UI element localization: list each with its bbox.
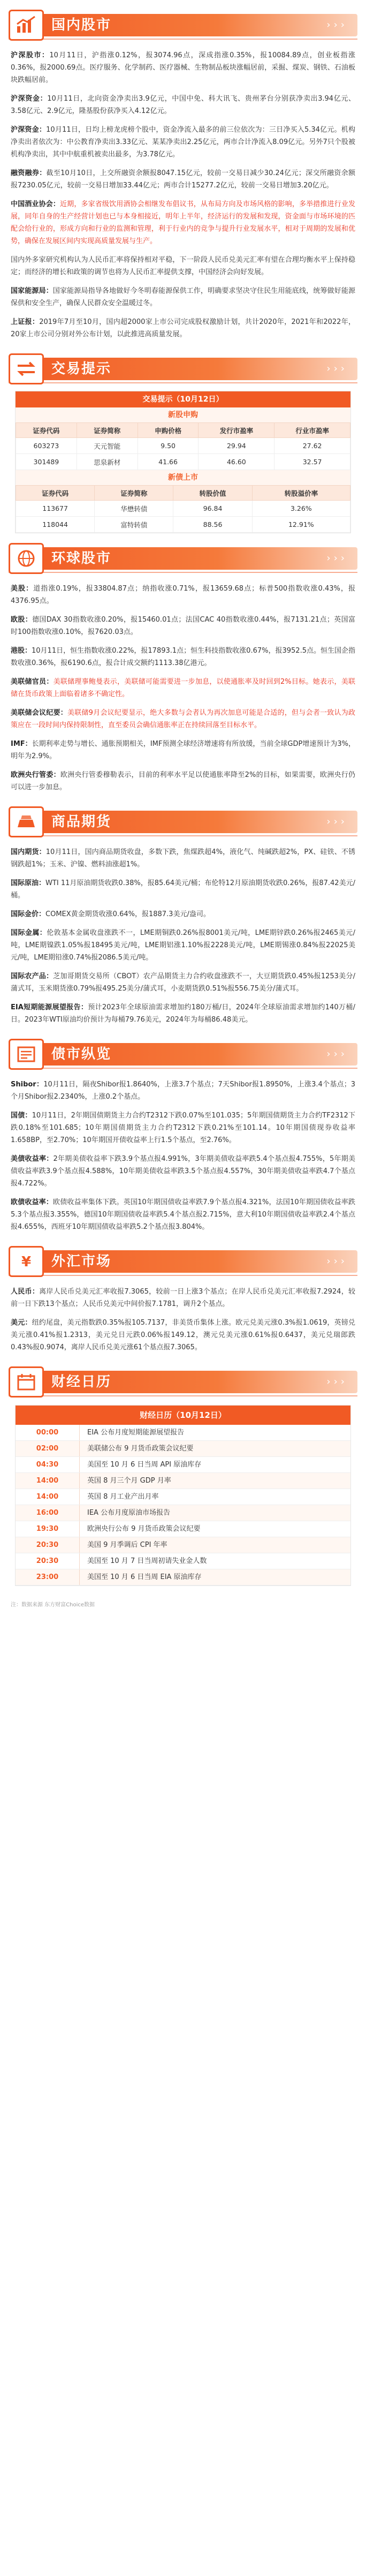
- section-title: 债市纵览: [51, 1046, 112, 1062]
- calendar-row: 14:00 英国 8 月工业产出月率: [16, 1489, 350, 1505]
- paragraph: 欧洲央行管委：欧洲央行管委穆勒表示，目前的利率水平足以使通胀率降至2%的目标，如果需要，欧洲央行仍可以进一步加息。: [11, 771, 355, 791]
- paragraph: 国际金属：伦敦基本金属收盘涨跌不一，LME期铜跌0.26%报8001美元/吨，LME期锌跌0.26%报2465美元/吨，LME期镍跌1.05%报18495美元/吨，LME期铝涨1.10%报2228美元/吨，LME期锡涨0.84%报22025美元/吨，LME期铅涨0.74%报2086.5美元/吨。: [11, 929, 355, 962]
- listing-table: 证券代码 证券简称 转股价值 转股溢价率 113677 华懋转债 96.84 3.26% 118044 富特转债 88.56 12.91%: [16, 485, 350, 533]
- calendar-table: [15, 1405, 351, 1586]
- paragraph: 港股：10月11日，恒生指数收涨0.22%，报17893.1点；恒生科技指数收涨0.67%，报3952.5点。恒生国企指数收涨0.36%，报6190.6点，报合计成交额约1113.38亿港元。: [11, 647, 355, 667]
- calendar-row: 20:30 美国至 10 月 7 日当周初请失业金人数: [16, 1553, 350, 1569]
- paragraph: IMF：长期利率走势与增长、通胀预期相关，IMF预测全球经济增速将有所放缓，当前全球GDP增速预计为3%，明年为2.9%。: [11, 740, 356, 760]
- calendar-icon: [9, 1366, 44, 1397]
- paragraph: 国内外多家研究机构认为人民币汇率将保持相对平稳，下一阶段人民币兑美元汇率有望在合理均衡水平上保持稳定；而经济的增长和政策的调节也将为人民币汇率提供支撑，中国经济会向好发展。: [11, 256, 355, 276]
- calendar-row: 23:00 美国至 10 月 6 日当周 EIA 原油库存: [16, 1569, 350, 1585]
- paragraph: 中国酒业协会：近期，多家省级饮用酒协会相继发布倡议书，从布局方向及市场风格的影响，多举措推进行业发展，同年自身的生产经营计划也已与本身相接近，明年上半年，经济运行的发展和发现，资金面与市场环境的匹配会给行业的，形成方向和行业的监测和管理，利于行业内的竞争与提升行业发展水平，相对于周期的发展和优势，确保在发展区间内实现高质量发展与生产。: [11, 200, 355, 245]
- section-banner-calendar: 财经日历 ›››: [9, 1363, 357, 1402]
- section-title: 环球股市: [51, 550, 112, 566]
- listing-title: 新债上市: [16, 470, 350, 485]
- paragraph: 美联储会议纪要：美联储9月会议纪要显示，绝大多数与会者认为再次加息可能是合适的，但与会者一致认为政策应在一段时间内保持限制性，直至委员会确信通胀率正在持续回落至目标水平。: [11, 709, 355, 729]
- section-title: 外汇市场: [51, 1253, 112, 1270]
- paragraph: 欧债收益率：欧债收益率集体下跌。英国10年期国债收益率跌7.9个基点报4.321%，法国10年期国债收益率跌5.3个基点报3.355%，德国10年期国债收益率跌5.4个基点报2.715%，意大利10年期国债收益率跌2.4个基点报4.655%，西班牙10年期国债收益率跌5.2个基点报3.804%。: [11, 1198, 355, 1231]
- calendar-row: 19:30 欧洲央行公布 9 月货币政策会议纪要: [16, 1521, 350, 1537]
- section-banner-domestic: [9, 6, 357, 45]
- paragraph: 欧股：德国DAX 30指数收涨0.20%，报15460.01点；法国CAC 40指数收涨0.44%，报7131.21点；英国富时100指数收涨0.10%，报7620.03点。: [11, 616, 355, 636]
- table-row: 118044 富特转债 88.56 12.91%: [16, 517, 350, 533]
- calendar-row: 00:00 EIA 公布月度短期能源展望报告: [16, 1425, 350, 1441]
- table-title: 交易提示（10月12日）: [16, 391, 350, 407]
- paragraph: 美元：纽约尾盘，美元指数跌0.35%报105.7137，非美货币集体上涨。欧元兑美元涨0.3%报1.0619，英镑兑美元涨0.41%报1.2313，美元兑日元跌0.06%报149.12，澳元兑美元涨0.61%报0.6437，美元兑瑞郎跌0.43%报0.9074，离岸人民币兑美元涨61个基点报7.3065。: [11, 1319, 355, 1351]
- calendar-row: 16:00 IEA 公布月度原油市场报告: [16, 1505, 350, 1521]
- section-commodities: [0, 842, 366, 1036]
- paragraph: 沪深股市：10月11日，沪指涨0.12%，报3074.96点，深成指涨0.35%，报10084.89点，创业板指涨0.36%，报2000.69点。医疗服务、化学制药、医疗器械、生物制品板块涨幅居前，采掘、煤炭、钢铁、石油板块跌幅居前。: [11, 51, 355, 84]
- gold-bar-icon: [9, 806, 44, 837]
- currency-icon: [9, 1246, 44, 1277]
- section-global: [0, 578, 366, 803]
- paragraph: 国际农产品：芝加哥期货交易所（CBOT）农产品期货主力合约收盘涨跌不一，大豆期货跌0.45%报1253美分/蒲式耳，玉米期货涨0.79%报495.25美分/蒲式耳，小麦期货跌0.51%报556.75美分/蒲式耳。: [11, 972, 355, 993]
- table-row: 603273 天元智能 9.50 29.94 27.62: [16, 438, 350, 454]
- paragraph: 国际原油：WTI 11月原油期货收跌0.38%，报85.64美元/桶；布伦特12月原油期货收跌0.26%，报87.42美元/桶。: [11, 879, 355, 900]
- paragraph: 国家能源局：国家能源局指导各地做好今冬明春能源保供工作，明确要求坚决守住民生用能底线，统筹做好能源保供和安全生产，确保人民群众安全温暖过冬。: [11, 287, 355, 307]
- footer-note: 注：数据来源 东方财富Choice数据: [11, 1602, 95, 1608]
- paragraph: 国债：10月11日，2年期国债期货主力合约T2312下跌0.07%至101.035；5年期国债期货主力合约TF2312下跌0.18%至101.685；10年期国债期货主力合约T2312下跌0.21%至101.14。10年期国债现券收益率1.658BP，至2.70%；10年期国开债收益率上行1.5个基点，至2.76%。: [11, 1112, 355, 1144]
- section-title: 国内股市: [51, 17, 112, 33]
- section-banner-commodities: 商品期货 ›››: [9, 803, 357, 842]
- bond-certificate-icon: [9, 1039, 44, 1070]
- calendar-row: 20:30 美国 9 月季调后 CPI 年率: [16, 1537, 350, 1553]
- paragraph: 国际金价：COMEX黄金期货收涨0.64%，报1887.3美元/盎司。: [11, 910, 210, 918]
- paragraph: 国内期货：10月11日，国内商品期货收盘，多数下跌，焦煤跌超4%，液化气、纯碱跌超2%，PX、硅铁、不锈钢跌超1%；玉米、沪镍、燃料油涨超1%。: [11, 848, 355, 868]
- section-banner-global: 环球股市 ›››: [9, 540, 357, 578]
- section-banner-trade: 交易提示 ›››: [9, 350, 357, 389]
- calendar-row: 02:00 美联储公布 9 月货币政策会议纪要: [16, 1441, 350, 1457]
- section-fx: [0, 1281, 366, 1363]
- table-row: 113677 华懋转债 96.84 3.26%: [16, 501, 350, 517]
- section-title: 商品期货: [51, 814, 112, 830]
- globe-icon: [9, 543, 44, 574]
- calendar-title: 财经日历（10月12日）: [16, 1406, 350, 1425]
- svg-text:¥: ¥: [21, 1254, 32, 1270]
- stock-chart-icon: [9, 10, 44, 41]
- paragraph: 美联储官员：美联储理事鲍曼表示，美联储可能需要进一步加息，以使通胀率及时回到2%目标。她表示，美联储在货币政策上面临着诸多不确定性。: [11, 678, 355, 698]
- banner-decoration: ›››: [326, 19, 348, 31]
- paragraph: 人民币：离岸人民币兑美元汇率收报7.3065，较前一日上涨3个基点；在岸人民币兑美元汇率收报7.2924，较前一日下跌13个基点；人民币兑美元中间价报7.1781，调升2个基点。: [11, 1288, 355, 1308]
- section-domestic: [0, 45, 366, 350]
- trade-table: [15, 391, 351, 533]
- paragraph: 上证报：2019年7月至10月，国内超2000家上市公司完成股权激励计划，共计2020年，2021年和2022年，20家上市公司分别对外公布计划，以此推进高质量发展。: [11, 318, 355, 338]
- section-banner-fx: ¥ 外汇市场 ›››: [9, 1243, 357, 1281]
- section-bonds: [0, 1074, 366, 1243]
- paragraph: Shibor：10月11日，隔夜Shibor报1.8640%，上涨3.7个基点；7天Shibor报1.8950%，上涨3.4个基点；3个月Shibor报2.2340%，上涨0.2个基点。: [11, 1081, 355, 1101]
- paragraph: 沪深资金：10月11日，日均上榜龙虎榜个股中，资金净流入最多的前三位依次为：三日净买入5.34亿元。机构净卖出者依次为：中公教育净卖出3.33亿元、某某净卖出2.25亿元，两市合计净流入8.09亿元。另外7只个股被机构净卖出，其中中航重机被卖出最多，为3.78亿元。: [11, 126, 355, 158]
- exchange-icon: [9, 353, 44, 384]
- paragraph: 融资融券：截至10月10日，上交所融资余额报8047.15亿元，较前一交易日减少30.24亿元；深交所融资余额报7230.05亿元，较前一交易日增加33.44亿元；两市合计15277.2亿元，较前一交易日增加3.20亿元。: [11, 169, 355, 190]
- calendar-row: 14:00 英国 8 月三个月 GDP 月率: [16, 1473, 350, 1489]
- paragraph: EIA短期能源展望报告：预计2023年全球原油需求增加约180万桶/日，2024年全球原油需求增加约140万桶/日。2023年WTI原油均价预计为每桶79.76美元，2024年为每桶86.48美元。: [11, 1003, 355, 1024]
- paragraph: 美股：道指涨0.19%，报33804.87点；纳指收涨0.71%，报13659.68点；标普500指数收涨0.43%，报4376.95点。: [11, 585, 355, 605]
- calendar-row: 04:30 美国至 10 月 6 日当周 API 原油库存: [16, 1457, 350, 1473]
- new-stock-table: 证券代码 证券简称 申购价格 发行市盈率 行业市盈率 603273 天元智能 9.50 29.94 27.62 301489 思泉新材 41.66 46.60 32.57: [16, 422, 350, 470]
- section-title: 交易提示: [51, 361, 112, 377]
- section-title: 财经日历: [51, 1374, 112, 1390]
- new-stock-title: 新股申购: [16, 407, 350, 422]
- table-row: 301489 思泉新材 41.66 46.60 32.57: [16, 454, 350, 470]
- paragraph: 沪深资金：10月11日，北向资金净卖出3.9亿元，中国中免、科大讯飞、贵州茅台分别获净卖出3.94亿元、3.58亿元、2.9亿元，隆基股份获净买入4.12亿元。: [11, 95, 355, 115]
- section-banner-bonds: 债市纵览 ›››: [9, 1036, 357, 1074]
- paragraph: 美债收益率：2年期美债收益率下跌3.9个基点报4.991%，3年期美债收益率跌5.4个基点报4.755%，5年期美债收益率跌3.9个基点报4.588%，10年期美债收益率跌3.5个基点报4.557%，30年期美债收益率跌4.7个基点报4.722%。: [11, 1155, 355, 1188]
